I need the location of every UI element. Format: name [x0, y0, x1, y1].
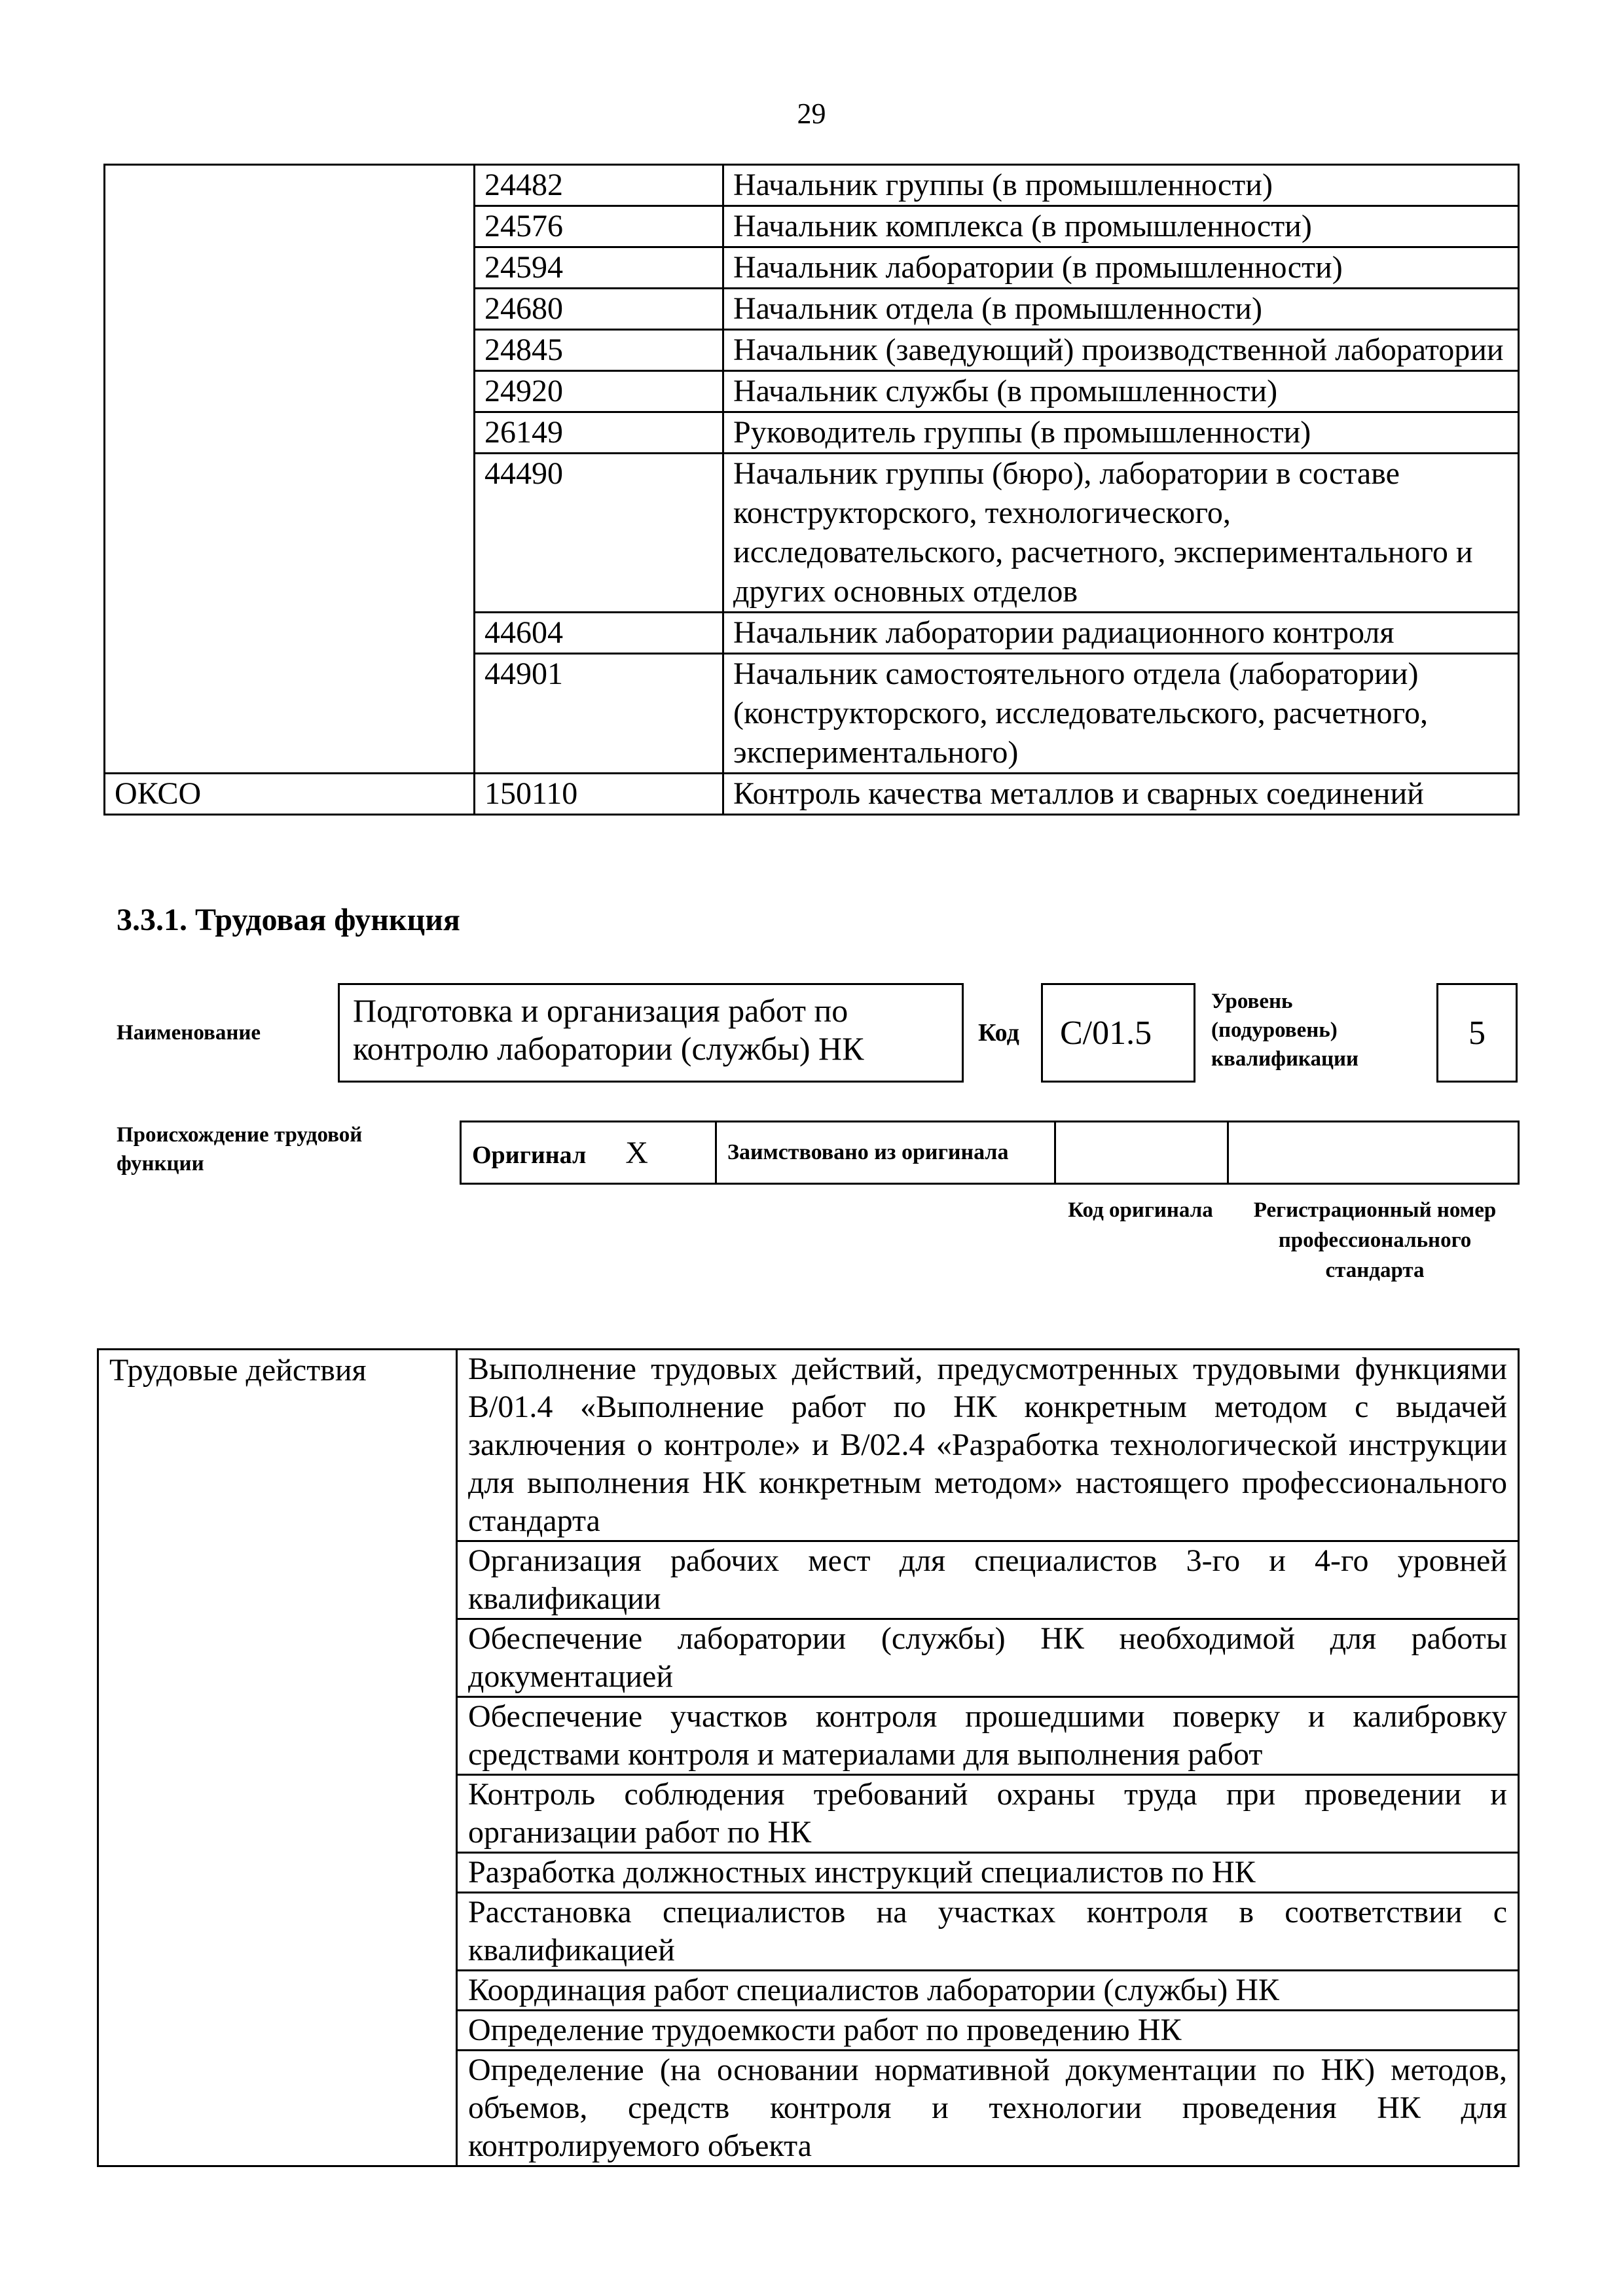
name-cell: Начальник отдела (в промышленности): [723, 289, 1519, 330]
labor-actions-label: Трудовые действия: [98, 1350, 457, 2166]
origin-label: Происхождение трудовой функции: [117, 1123, 363, 1175]
original-code-cell: [1055, 1122, 1228, 1184]
okso-label: ОКСО: [105, 774, 475, 815]
original-label: Оригинал: [472, 1141, 587, 1169]
table-row: [461, 1122, 1519, 1184]
section-title: 3.3.1. Трудовая функция: [117, 903, 460, 937]
name-cell: Контроль качества металлов и сварных соединений: [723, 774, 1519, 815]
function-code-box: C/01.5: [1041, 983, 1195, 1083]
code-cell: 24680: [475, 289, 723, 330]
original-cell: [461, 1122, 716, 1184]
name-cell: Начальник (заведующий) производственной лаборатории: [723, 330, 1519, 371]
code-cell: 24594: [475, 247, 723, 289]
name-cell: Начальник самостоятельного отдела (лаборатории) (конструкторского, исследовательского, расчетного, экспериментального): [723, 654, 1519, 774]
table-row: [105, 165, 1519, 206]
original-code-caption: Код оригинала: [1068, 1198, 1213, 1222]
code-cell: 26149: [475, 412, 723, 454]
labor-action: Определение трудоемкости работ по проведению НК: [457, 2011, 1519, 2051]
page-number: 29: [797, 98, 826, 130]
reg-number-caption: Регистрационный номер профессионального стандарта: [1253, 1198, 1497, 1282]
code-cell: 24482: [475, 165, 723, 206]
labor-action: Организация рабочих мест для специалистов 3-го и 4-го уровней квалификации: [457, 1541, 1519, 1619]
code-cell: 44604: [475, 613, 723, 654]
name-cell: Начальник службы (в промышленности): [723, 371, 1519, 412]
code-cell: 24920: [475, 371, 723, 412]
labor-action: Выполнение трудовых действий, предусмотренных трудовыми функциями B/01.4 «Выполнение работ по НК конкретным методом с выдачей заключения о контроле» и B/02.4 «Разработка технологической инструкции для выполнения НК конкретным методом» настоящего профессионального стандарта: [457, 1350, 1519, 1541]
name-cell: Руководитель группы (в промышленности): [723, 412, 1519, 454]
labor-action: Разработка должностных инструкций специалистов по НК: [457, 1853, 1519, 1893]
code-cell: 24845: [475, 330, 723, 371]
labor-action: Обеспечение лаборатории (службы) НК необходимой для работы документацией: [457, 1619, 1519, 1697]
labor-action: Обеспечение участков контроля прошедшими поверку и калибровку средствами контроля и материалами для выполнения работ: [457, 1697, 1519, 1775]
code-label: Код: [978, 1019, 1019, 1047]
original-mark: X: [625, 1135, 648, 1170]
table-row: [98, 1350, 1519, 1541]
code-cell: 150110: [475, 774, 723, 815]
empty-cell: [105, 165, 475, 774]
level-label: Уровень (подуровень) квалификации: [1211, 990, 1359, 1071]
name-cell: Начальник лаборатории радиационного контроля: [723, 613, 1519, 654]
labor-action: Координация работ специалистов лаборатории (службы) НК: [457, 1971, 1519, 2011]
reg-number-cell: [1228, 1122, 1519, 1184]
origin-table: [460, 1121, 1520, 1185]
labor-action: Определение (на основании нормативной документации по НК) методов, объемов, средств контроля и технологии проведения НК для контролируемого объекта: [457, 2051, 1519, 2166]
code-cell: 44901: [475, 654, 723, 774]
labor-action: Расстановка специалистов на участках контроля в соответствии с квалификацией: [457, 1893, 1519, 1971]
labor-action: Контроль соблюдения требований охраны труда при проведении и организации работ по НК: [457, 1775, 1519, 1853]
code-cell: 24576: [475, 206, 723, 247]
name-cell: Начальник группы (бюро), лаборатории в составе конструкторского, технологического, исследовательского, расчетного, экспериментального и других основных отделов: [723, 454, 1519, 613]
table-row-okso: [105, 774, 1519, 815]
borrowed-label: Заимствовано из оригинала: [716, 1122, 1055, 1184]
labor-actions-table: [97, 1348, 1520, 2167]
name-cell: Начальник комплекса (в промышленности): [723, 206, 1519, 247]
occupation-codes-table: [103, 164, 1520, 816]
qualification-level-box: 5: [1436, 983, 1518, 1083]
name-label: Наименование: [117, 1021, 261, 1045]
code-cell: 44490: [475, 454, 723, 613]
function-name-box: Подготовка и организация работ по контролю лаборатории (службы) НК: [338, 983, 964, 1083]
name-cell: Начальник лаборатории (в промышленности): [723, 247, 1519, 289]
name-cell: Начальник группы (в промышленности): [723, 165, 1519, 206]
